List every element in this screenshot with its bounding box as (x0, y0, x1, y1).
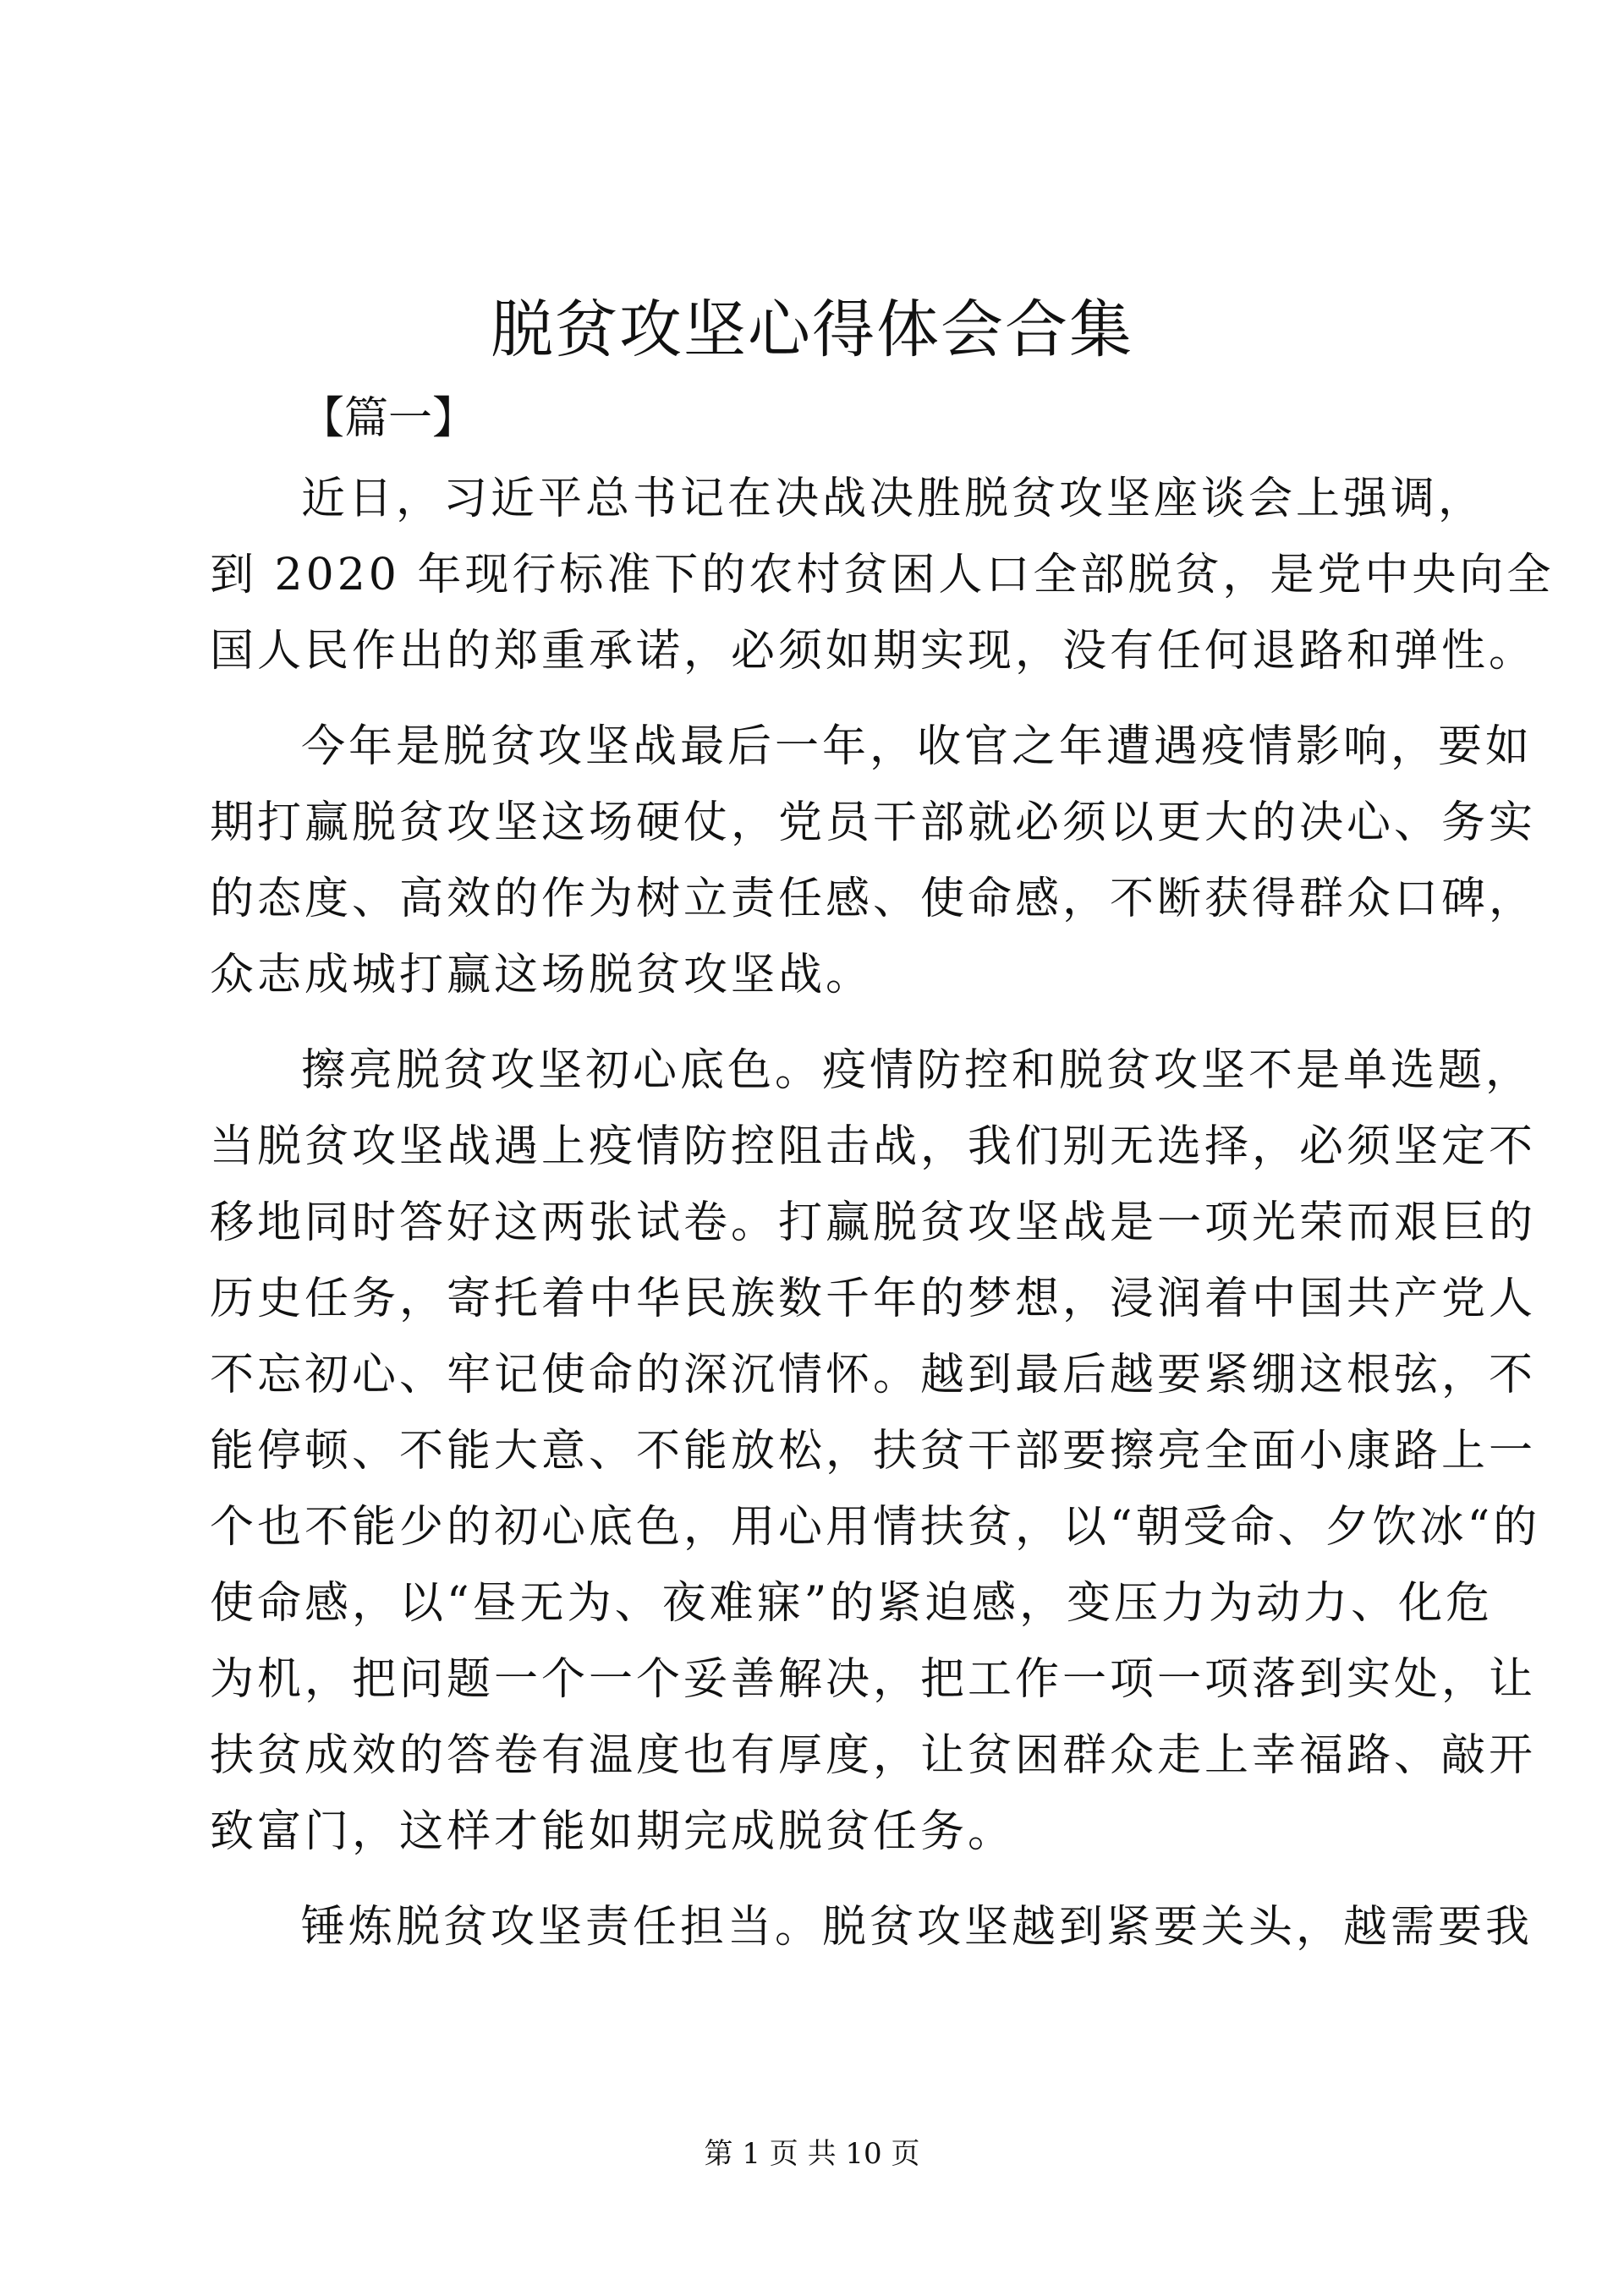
text-line: 移地同时答好这两张试卷。打赢脱贫攻坚战是一项光荣而艰巨的 (210, 1197, 1537, 1248)
section-heading: 【篇一】 (300, 393, 477, 444)
text-line: 众志成城打赢这场脱贫攻坚战。 (210, 950, 874, 1000)
page-footer: 第 1 页 共 10 页 (704, 2137, 920, 2171)
text-line: 擦亮脱贫攻坚初心底色。疫情防控和脱贫攻坚不是单选题， (301, 1045, 1533, 1096)
text-line: 锤炼脱贫攻坚责任担当。脱贫攻坚越到紧要关头，越需要我 (301, 1902, 1533, 1953)
text-line: 到 2020 年现行标准下的农村贫困人口全部脱贫，是党中央向全 (210, 550, 1555, 600)
text-line: 历史任务，寄托着中华民族数千年的梦想，浸润着中国共产党人 (210, 1274, 1537, 1324)
text-line: 扶贫成效的答卷有温度也有厚度，让贫困群众走上幸福路、敲开 (210, 1730, 1537, 1781)
document-body (210, 461, 1555, 1965)
text-line: 使命感，以“昼无为、夜难寐”的紧迫感，变压力为动力、化危 (210, 1578, 1494, 1629)
text-line: 国人民作出的郑重承诺，必须如期实现，没有任何退路和弹性。 (210, 626, 1537, 677)
text-line: 的态度、高效的作为树立责任感、使命感，不断获得群众口碑， (210, 874, 1537, 924)
text-line: 当脱贫攻坚战遇上疫情防控阻击战，我们别无选择，必须坚定不 (210, 1121, 1537, 1172)
text-line: 致富门，这样才能如期完成脱贫任务。 (210, 1806, 1016, 1857)
text-line: 能停顿、不能大意、不能放松，扶贫干部要擦亮全面小康路上一 (210, 1426, 1537, 1477)
document-title: 脱贫攻坚心得体会合集 (491, 293, 1133, 366)
text-line: 为机，把问题一个一个妥善解决，把工作一项一项落到实处，让 (210, 1654, 1537, 1705)
text-line: 今年是脱贫攻坚战最后一年，收官之年遭遇疫情影响，要如 (301, 721, 1533, 772)
text-line: 个也不能少的初心底色，用心用情扶贫，以“朝受命、夕饮冰“的 (210, 1502, 1541, 1553)
text-line: 近日，习近平总书记在决战决胜脱贫攻坚座谈会上强调， (301, 474, 1486, 524)
text-line: 不忘初心、牢记使命的深沉情怀。越到最后越要紧绷这根弦，不 (210, 1350, 1537, 1400)
text-line: 期打赢脱贫攻坚这场硬仗，党员干部就必须以更大的决心、务实 (210, 797, 1537, 848)
